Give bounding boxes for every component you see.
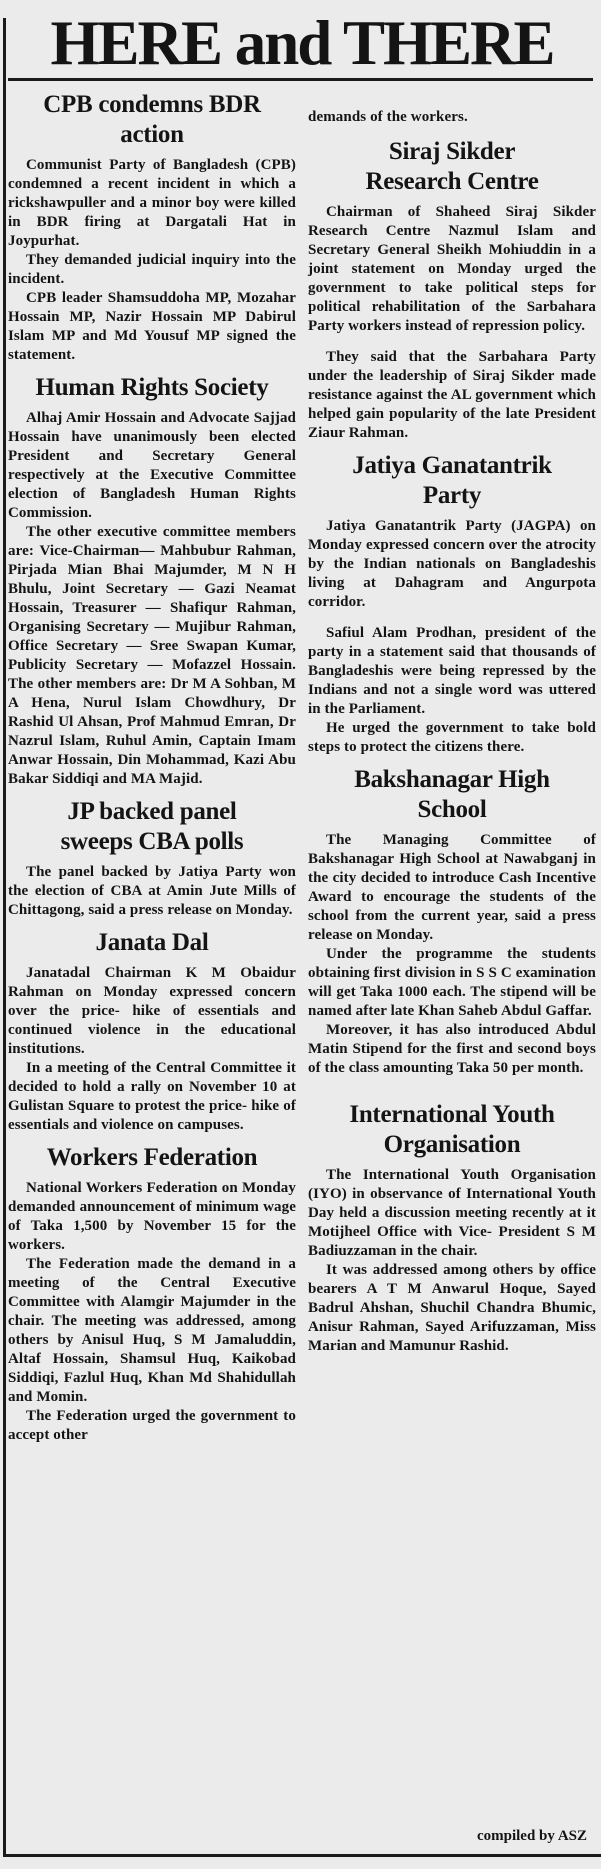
article-workers-federation [8, 1143, 296, 1445]
article-paragraph: The International Youth Organisation (IYO) in observance of International Youth Day held a discussion meeting recently at it Motijheel Office with Vice- President S M Badiuzzaman in the chair. [308, 1167, 596, 1259]
article-paragraph: Communist Party of Bangladesh (CPB) condemned a recent incident in which a rickshawpuller and a minor boy were killed in BDR firing at Dargatali Hat in Joypurhat. [8, 157, 296, 249]
paragraph-gap [308, 336, 596, 348]
article-heading: Human Rights Society [35, 374, 269, 401]
article-paragraph: Jatiya Ganatantrik Party (JAGPA) on Monday expressed concern over the atrocity by the Indian nationals on Bangladeshis living at Dahagram and Angurpota corridor. [308, 518, 596, 610]
article-paragraph: He urged the government to take bold steps to protect the citizens there. [308, 720, 596, 755]
article-paragraph: CPB leader Shamsuddoha MP, Mozahar Hossain MP, Nazir Hossain MP Dabirul Islam MP and Md Yousuf MP signed the statement. [8, 290, 296, 363]
article-paragraph: The panel backed by Jatiya Party won the election of CBA at Amin Jute Mills of Chittagong, said a press release on Monday. [8, 864, 296, 918]
article-paragraph: Chairman of Shaheed Siraj Sikder Research Centre Nazmul Islam and Secretary General Sheikh Mohiuddin in a joint statement on Monday urged the government to take political steps for political rehabilitation of the Sarbahara Party workers instead of repression policy. [308, 204, 596, 334]
article-paragraph: Under the programme the students obtaining first division in S S C examination will get Taka 1000 each. The stipend will be named after late Khan Saheb Abdul Gaffar. [308, 946, 596, 1019]
article-cpb [8, 90, 296, 365]
article-paragraph: Alhaj Amir Hossain and Advocate Sajjad Hossain have unanimously been elected President and Secretary General respectively at the Executive Committee election of Bangladesh Human Rights Commission. [8, 410, 296, 521]
article-heading: CPB condemns BDR action [43, 91, 261, 148]
article-heading: Siraj Sikder Research Centre [365, 138, 539, 195]
article-jagpa [308, 451, 596, 757]
article-paragraph: In a meeting of the Central Committee it decided to hold a rally on November 10 at Gulistan Square to protest the price- hike of essentials and violence on campuses. [8, 1060, 296, 1133]
article-siraj-sikder [308, 137, 596, 443]
paragraph-gap [308, 612, 596, 624]
article-heading: Bakshanagar High School [354, 766, 550, 823]
article-paragraph: Janatadal Chairman K M Obaidur Rahman on Monday expressed concern over the price- hike of essentials and continued violence in the educational institutions. [8, 965, 296, 1057]
article-paragraph: They demanded judicial inquiry into the incident. [8, 252, 296, 287]
article-heading: Janata Dal [95, 929, 209, 956]
masthead-title: HERE and THERE [50, 8, 554, 78]
article-paragraph: They said that the Sarbahara Party under the leadership of Siraj Sikder made resistance against the AL government which helped gain popularity of the late President Ziaur Rahman. [308, 349, 596, 441]
article-paragraph: The Federation made the demand in a meeting of the Central Executive Committee with Alamgir Majumder in the chair. The meeting was addressed, among others by Anisul Huq, S M Jamaluddin, Altaf Hossain, Shamsul Huq, Kaikobad Siddiqi, Fazlul Huq, Khan Md Shahidullah and Momin. [8, 1256, 296, 1405]
article-paragraph: National Workers Federation on Monday demanded announcement of minimum wage of Taka 1,500 by November 15 for the workers. [8, 1180, 296, 1253]
article-paragraph: Safiul Alam Prodhan, president of the party in a statement said that thousands of Bangladeshis were being repressed by the Indians and not a single word was uttered in the Parliament. [308, 625, 596, 717]
article-jp-panel [8, 797, 296, 920]
article-paragraph: The Federation urged the government to accept other [8, 1408, 296, 1443]
article-paragraph: Moreover, it has also introduced Abdul Matin Stipend for the first and second boys of the class amounting Taka 50 per month. [308, 1022, 596, 1076]
article-janata-dal [8, 928, 296, 1135]
article-heading: JP backed panel sweeps CBA polls [60, 798, 244, 855]
article-heading: International Youth Organisation [349, 1101, 555, 1158]
article-paragraph: The Managing Committee of Bakshanagar High School at Nawabganj in the city decided to introduce Cash Incentive Award to encourage the students of the school from the current year, said a press release on Monday. [308, 832, 596, 943]
article-paragraph: The other executive committee members are: Vice-Chairman— Mahbubur Rahman, Pirjada Mian Bhai Majumder, M N H Bhulu, Joint Secretary — Gazi Neamat Hossain, Treasurer — Shafiqur Rahman, Organising Secretary — Mujibur Rahman, Office Secretary — Sree Swapan Kumar, Publicity Secretary — Mofazzel Hossain. The other members are: Dr M A Sohban, M A Hena, Nurul Islam Chowdhury, Dr Rashid Ul Ahsan, Prof Mahmud Emran, Dr Nazrul Islam, Ruhul Amin, Captain Imam Anwar Hossain, Din Mohammad, Kazi Abu Bakar Siddiqi and MA Majid. [8, 524, 296, 787]
article-heading: Jatiya Ganatantrik Party [352, 452, 552, 509]
article-heading: Workers Federation [46, 1144, 258, 1171]
article-human-rights [8, 373, 296, 789]
bottom-border-rule [3, 1854, 601, 1857]
article-paragraph: It was addressed among others by office bearers A T M Anwarul Hoque, Sayed Badrul Ahshan, Shuchil Chandra Bhumic, Anisur Rahman, Sayed Arifuzzaman, Miss Marian and Mamunur Rashid. [308, 1262, 596, 1354]
article-bakshanagar [308, 765, 596, 1078]
continued-text: demands of the workers. [308, 109, 468, 125]
article-iyo [308, 1100, 596, 1356]
right-column [308, 108, 596, 1364]
left-column [8, 90, 296, 1453]
masthead-rule [8, 78, 593, 81]
compiler-credit: compiled by ASZ [476, 1828, 587, 1844]
left-border-rule [3, 18, 6, 1854]
